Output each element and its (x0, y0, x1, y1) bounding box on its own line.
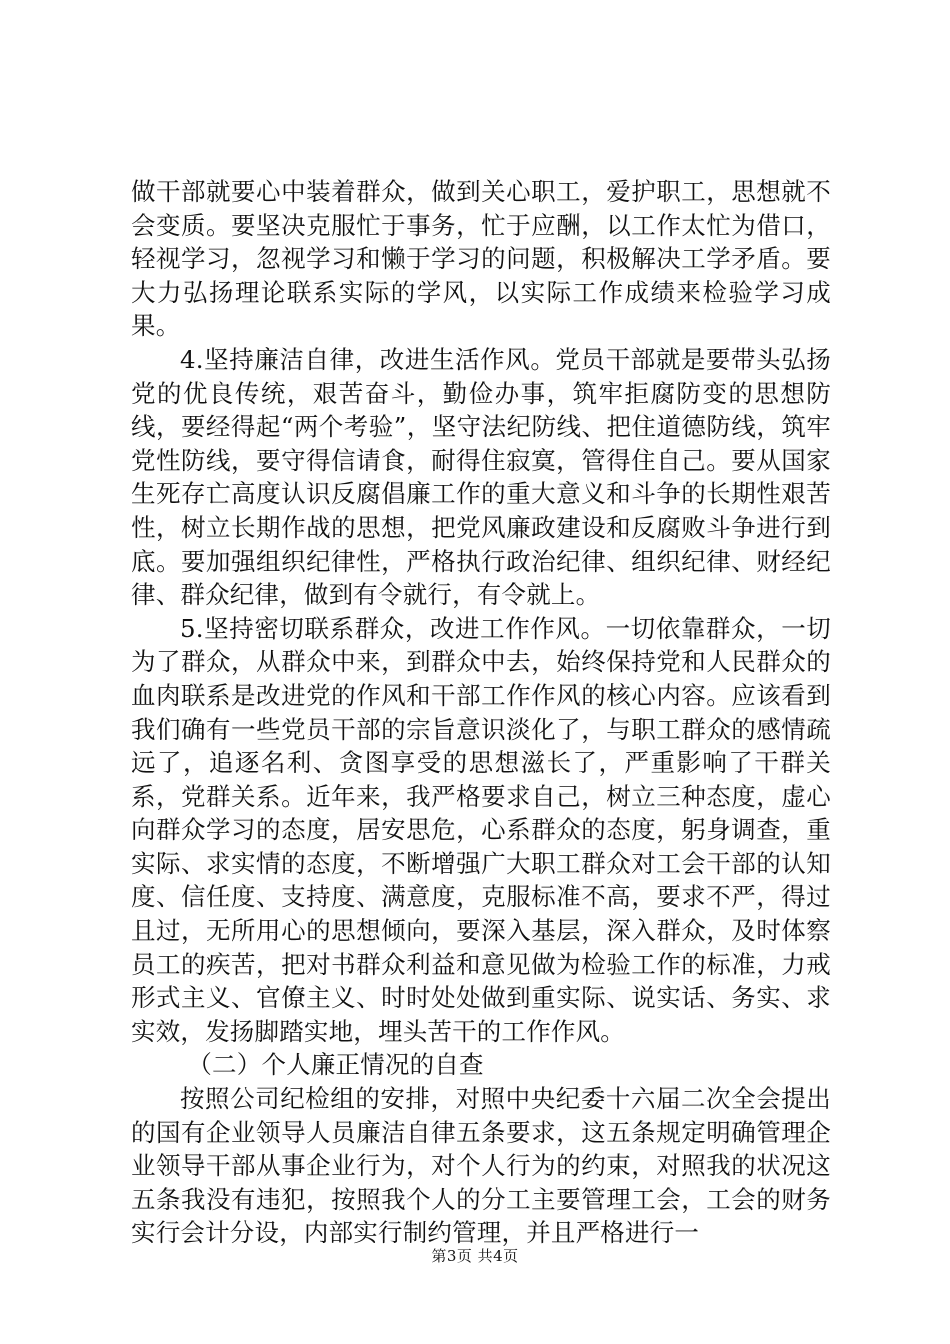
section-heading: （二）个人廉正情况的自查 (187, 1050, 484, 1080)
paragraph-continuation: 做干部就要心中装着群众，做到关心职工，爱护职工，思想就不会变质。要坚决克服忙于事务，忙于应酬，以工作太忙为借口，轻视学习，忽视学习和懒于学习的问题，积极解决工学矛盾。要大力弘扬理论联系实际的学风，以实际工作成绩来检验学习成果。 (131, 177, 831, 341)
page-number-footer: 第3页 共4页 (431, 1247, 519, 1265)
document-body (131, 175, 831, 1250)
paragraph-self-check: 按照公司纪检组的安排，对照中央纪委十六届二次全会提出的国有企业领导人员廉洁自律五条要求，这五条规定明确管理企业领导干部从事企业行为，对个人行为的约束，对照我的状况这五条我没有违犯，按照我个人的分工主要管理工会，工会的财务实行会计分设，内部实行制约管理，并且严格进行一 (131, 1084, 831, 1248)
paragraph-item-5: 5.坚持密切联系群众，改进工作作风。一切依靠群众，一切为了群众，从群众中来，到群众中去，始终保持党和人民群众的血肉联系是改进党的作风和干部工作作风的核心内容。应该看到我们确有一些党员干部的宗旨意识淡化了，与职工群众的感情疏远了，追逐名利、贪图享受的思想滋长了，严重影响了干群关系，党群关系。近年来，我严格要求自己，树立三种态度，虚心向群众学习的态度，居安思危，心系群众的态度，躬身调查，重实际、求实情的态度，不断增强广大职工群众对工会干部的认知度、信任度、支持度、满意度，克服标准不高，要求不严，得过且过，无所用心的思想倾向，要深入基层，深入群众，及时体察员工的疾苦，把对书群众利益和意见做为检验工作的标准，力戒形式主义、官僚主义、时时处处做到重实际、说实话、务实、求实效，发扬脚踏实地，埋头苦干的工作作风。 (131, 613, 831, 1046)
paragraph-item-4: 4.坚持廉洁自律，改进生活作风。党员干部就是要带头弘扬党的优良传统，艰苦奋斗，勤俭办事，筑牢拒腐防变的思想防线，要经得起“两个考验”，坚守法纪防线、把住道德防线，筑牢党性防线，要守得信请食，耐得住寂寞，管得住自己。要从国家生死存亡高度认识反腐倡廉工作的重大意义和斗争的长期性艰苦性，树立长期作战的思想，把党风廉政建设和反腐败斗争进行到底。要加强组织纪律性，严格执行政治纪律、组织纪律、财经纪律、群众纪律，做到有令就行，有令就上。 (131, 344, 831, 610)
